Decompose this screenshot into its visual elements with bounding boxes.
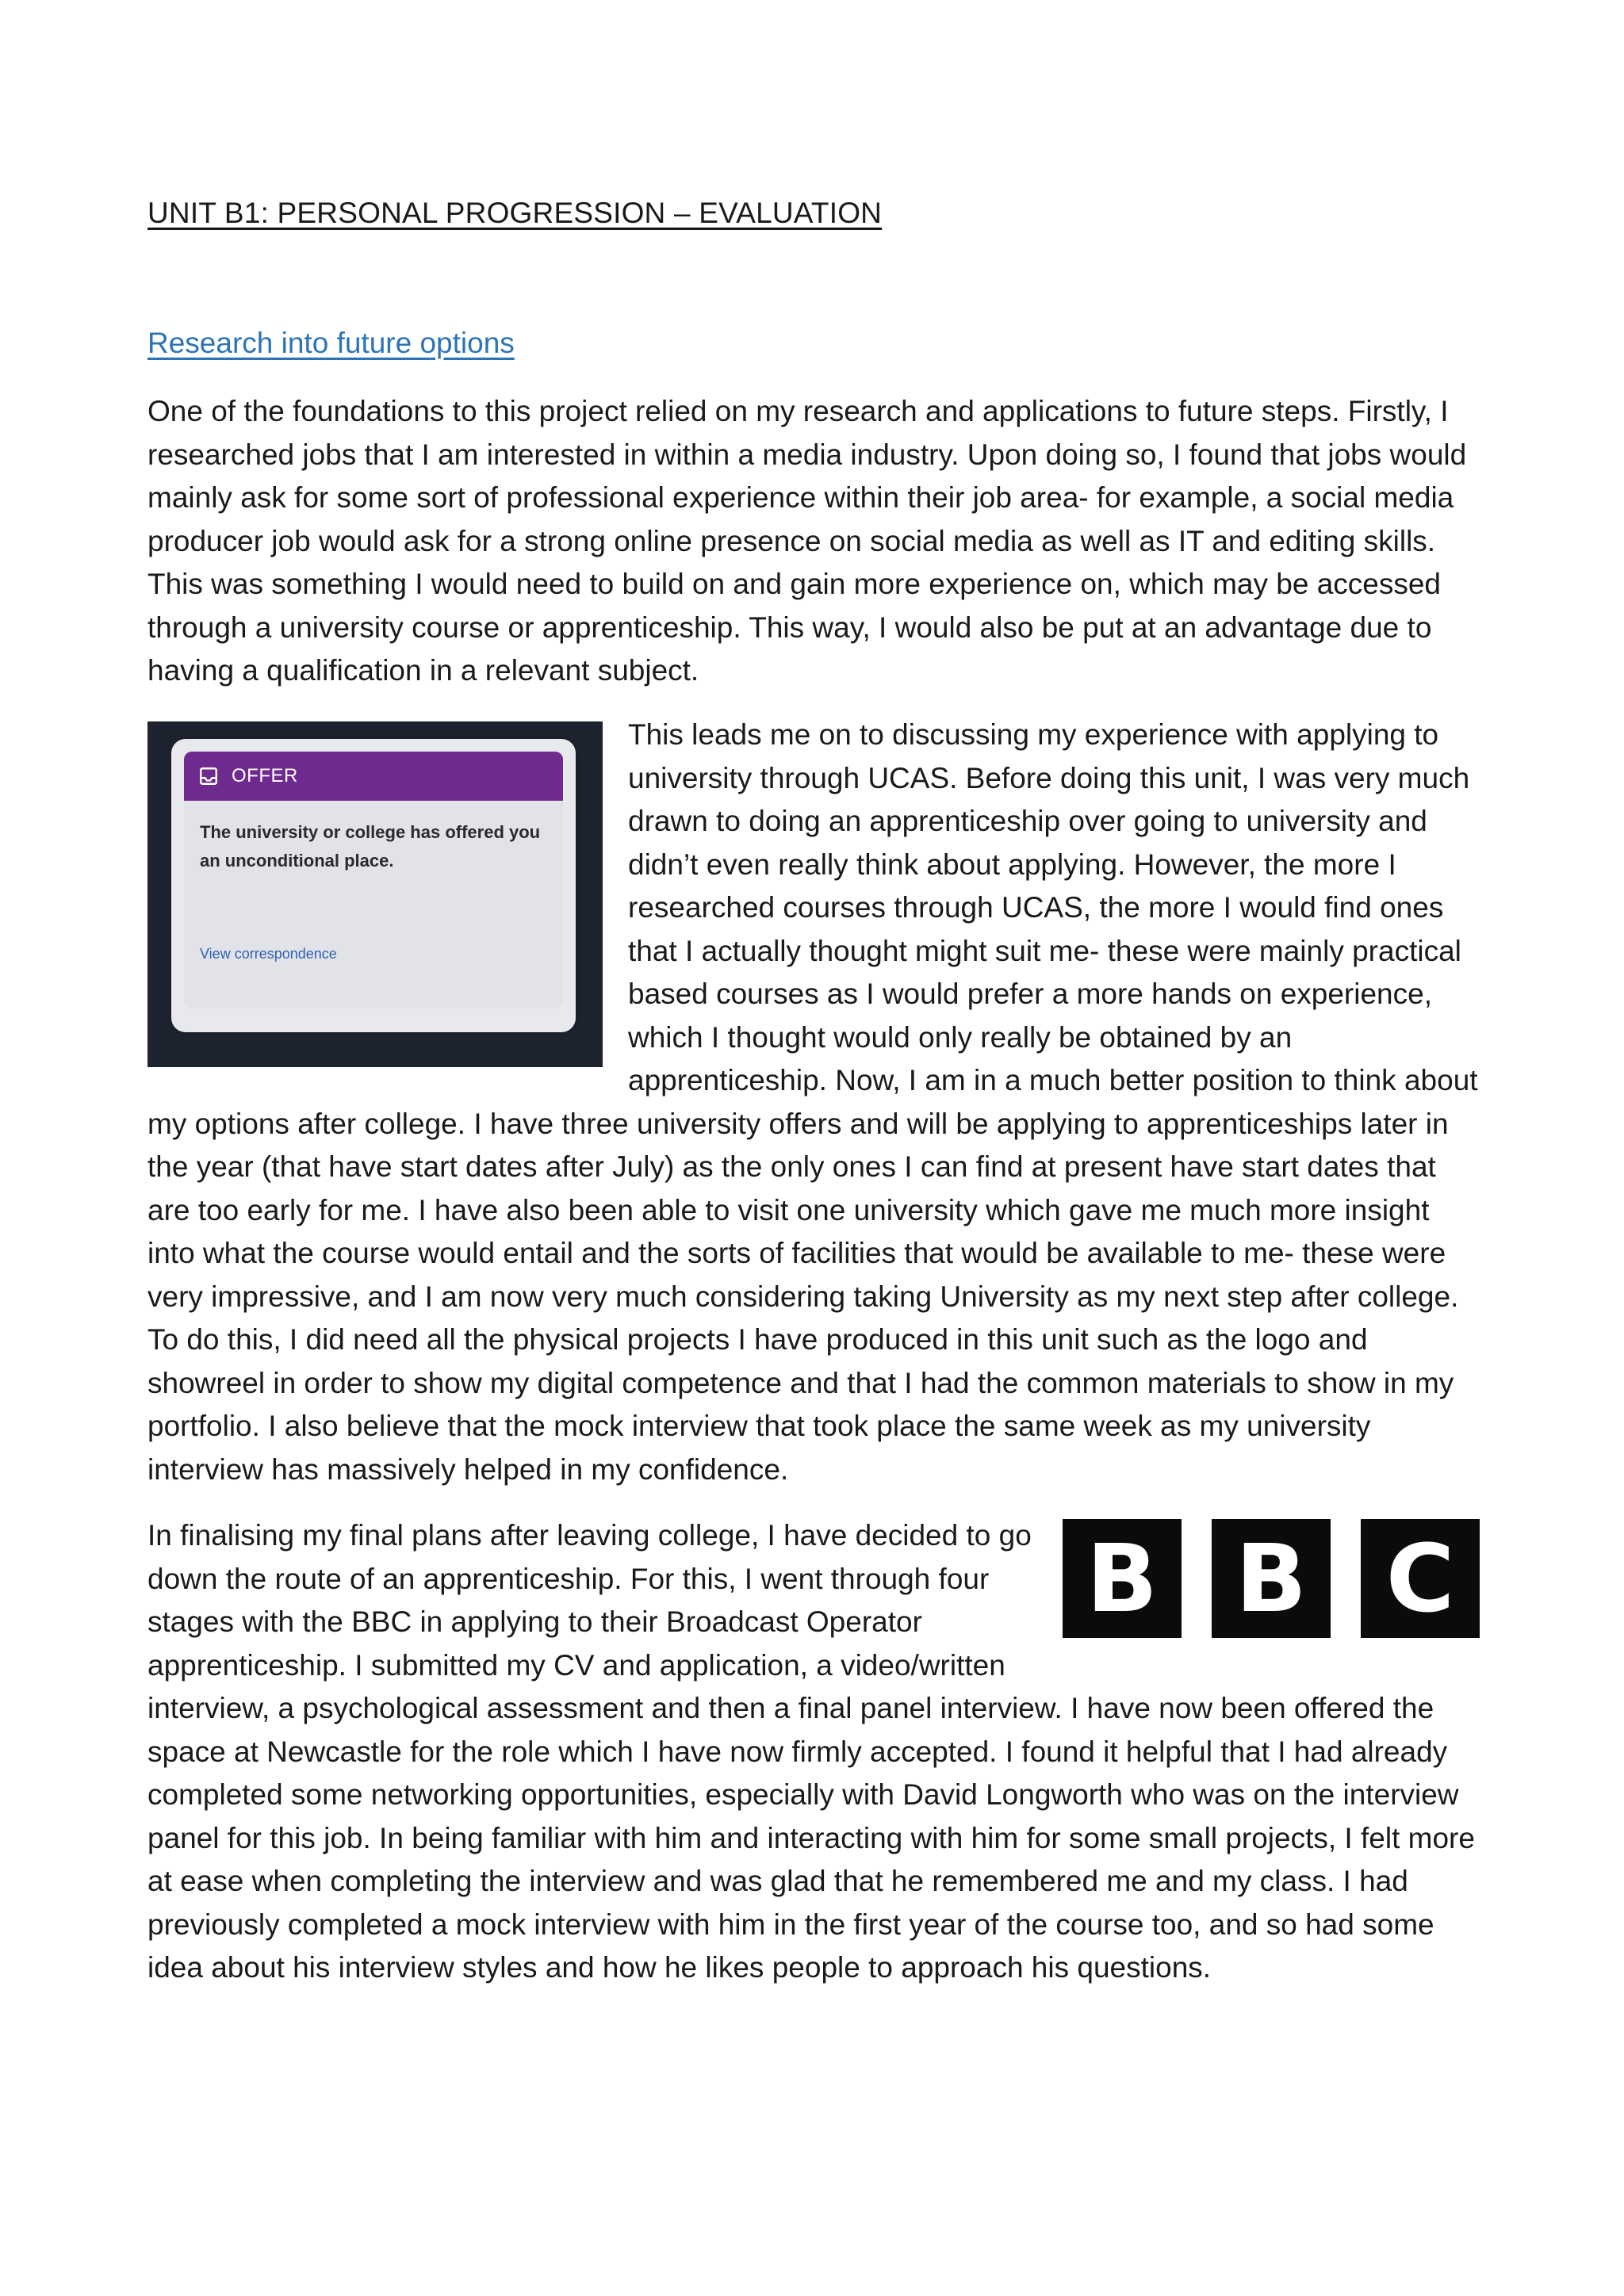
view-correspondence-link[interactable]: View correspondence [200,946,337,962]
paragraph-ucas [147,714,1480,1491]
offer-header [184,752,563,801]
offer-panel [171,739,576,1032]
offer-body [184,801,563,1008]
bbc-logo [1063,1519,1480,1643]
paragraph-ucas-text: This leads me on to discussing my experience with applying to university through UCAS. Before doing this unit, I was very much drawn to doing an apprenticeship over going to university and didn’t even really think about applying. However, the more I researched courses through UCAS, the more I would find ones that I actually thought might suit me- these were mainly practical based courses as I would prefer a more hands on experience, which I thought would only really be obtained by an apprenticeship. Now, I am in a much better position to think about my options after college. I have three university offers and will be applying to apprenticeships later in the year (that have start dates after July) as the only ones I can find at present have start dates that are too early for me. I have also been able to visit one university which gave me much more insight into what the course would entail and the sorts of facilities that would be available to me- these were very impressive, and I am now very much considering taking University as my next step after college. To do this, I did need all the physical projects I have produced in this unit such as the logo and showreel in order to show my digital competence and that I had the common materials to show in my portfolio. I also believe that the mock interview that took place the same week as my university interview has massively helped in my confidence. [147,718,1478,1486]
bbc-logo-letter: B [1212,1519,1331,1638]
bbc-logo-letter: C [1361,1519,1480,1638]
ucas-offer-screenshot [147,721,603,1067]
offer-header-label: OFFER [232,764,298,786]
section-heading-research[interactable]: Research into future options [147,327,515,359]
paragraph-bbc-text: In finalising my final plans after leaving college, I have decided to go down the route of an apprenticeship. For this, I went through four stages with the BBC in applying to their Broadcast Operator apprenticeship. I submitted my CV and application, a video/written interview, a psychological assessment and then a final panel interview. I have now been offered the space at Newcastle for the role which I have now firmly accepted. I found it helpful that I had already completed some networking opportunities, especially with David Longworth who was on the interview panel for this job. In being familiar with him and interacting with him for some small projects, I felt more at ease when completing the interview and was glad that he remembered me and my class. I had previously completed a mock interview with him in the first year of the course too, and so had some idea about his interview styles and how he likes people to approach his questions. [147,1519,1475,1984]
paragraph-bbc [147,1514,1480,1990]
inbox-icon [198,766,219,786]
document-title: UNIT B1: PERSONAL PROGRESSION – EVALUATION [147,197,883,229]
offer-message: The university or college has offered you an unconditional place. [200,822,541,871]
paragraph-research: One of the foundations to this project relied on my research and applications to future steps. Firstly, I researched jobs that I am interested in within a media industry. Upon doing so, I found that jobs would mainly ask for some sort of professional experience within their job area- for example, a social media producer job would ask for a strong online presence on social media as well as IT and editing skills. This was something I would need to build on and gain more experience on, which may be accessed through a university course or apprenticeship. This way, I would also be put at an advantage due to having a qualification in a relevant subject. [147,395,1467,687]
bbc-logo-letter: B [1063,1519,1182,1638]
